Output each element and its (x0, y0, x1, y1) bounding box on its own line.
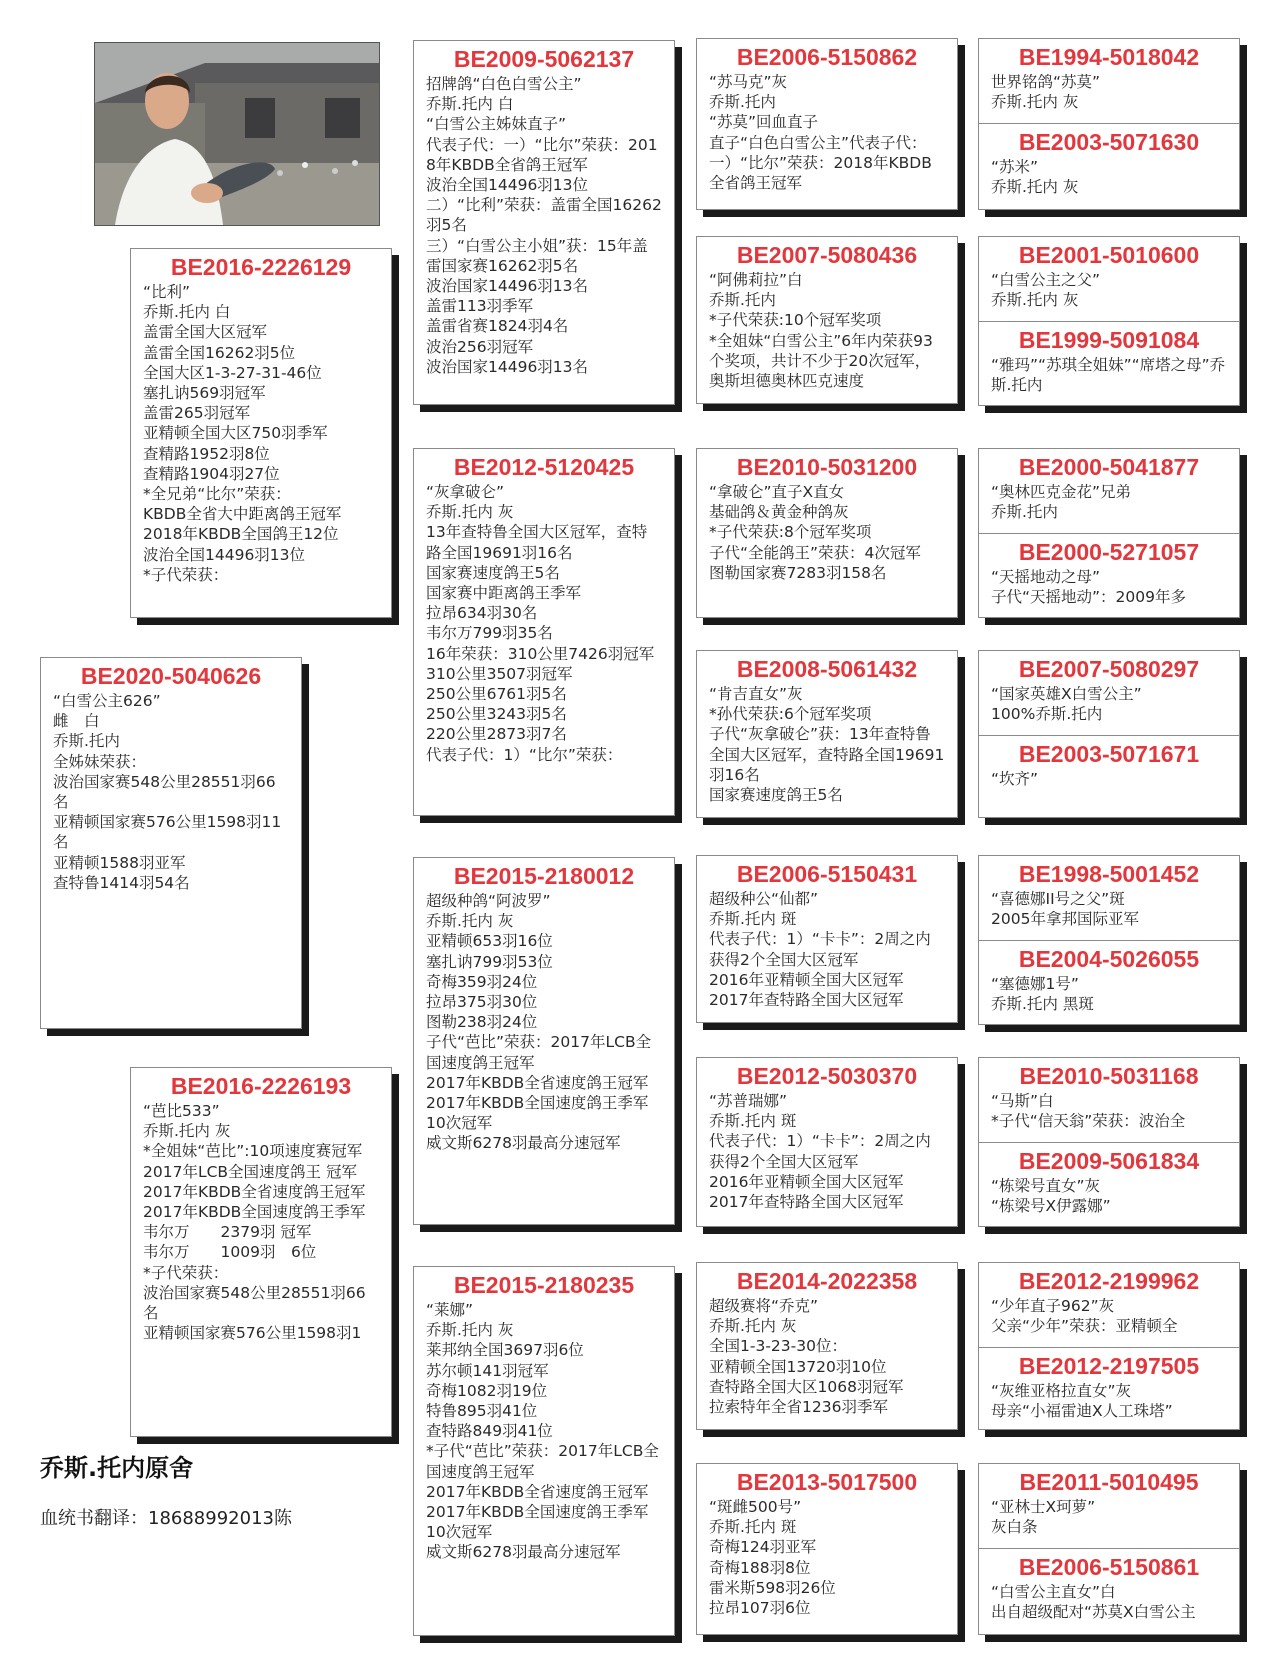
info-line: 波治全国14496羽13位 (143, 545, 306, 564)
info-line: “喜德娜II号之父”斑 (991, 890, 1125, 908)
info-line: 子代“灰拿破仑”获：13年查特鲁全国大区冠军，查特路全国19691羽16名 (709, 725, 945, 784)
great-grandparent-card (696, 855, 958, 1023)
ancestor-ring-number: BE2000-5271057 (1018, 539, 1200, 565)
great-grandparent-ring-number: BE2010-5031200 (736, 454, 918, 480)
info-line: 威文斯6278羽最高分速冠军 (426, 1543, 621, 1562)
ancestor-pair-card (978, 38, 1240, 210)
dam-ring-number: BE2016-2226193 (170, 1073, 352, 1099)
info-line: 子代“全能鸽王”荣获：4次冠军 (709, 543, 921, 562)
ancestor-pair-card (978, 1057, 1240, 1227)
info-line: 代表子代：一）“比尔”荣获：2018年KBDB全省鸽王冠军 (426, 135, 658, 174)
great-grandparent-ring-number: BE2012-5030370 (736, 1063, 918, 1089)
info-line: *孙代荣获:6个冠军奖项 (709, 705, 872, 724)
info-line: 波治全国14496羽13位 (426, 176, 589, 195)
info-line: 波治国家14496羽13名 (426, 357, 589, 376)
info-line: 代表子代：1）“卡卡”：2周之内获得2个全国大区冠军 (709, 930, 931, 969)
great-grandparent-ring-number: BE2014-2022358 (736, 1268, 918, 1294)
info-line: “马斯”白 (991, 1092, 1054, 1110)
info-line: “栋梁号直女”灰 (991, 1177, 1101, 1195)
info-line: *子代荣获： (143, 1263, 229, 1282)
great-grandparent-card (696, 38, 958, 210)
ancestor-section (979, 237, 1239, 321)
info-line: 威文斯6278羽最高分速冠军 (426, 1134, 621, 1153)
info-line: 奇梅1082羽19位 (426, 1381, 548, 1400)
ancestor-ring-number: BE2012-2199962 (1018, 1268, 1200, 1294)
ancestor-ring-number: BE1999-5091084 (1018, 327, 1200, 353)
info-line: 10次冠军 (426, 1523, 493, 1542)
ancestor-text (991, 1381, 1227, 1421)
info-line: 亚精顿国家赛576公里1598羽1 (143, 1324, 362, 1343)
info-line: 雌 白 (53, 712, 100, 731)
info-line: 2017年KBDB全国速度鸽王季军 (426, 1094, 649, 1113)
info-line: 13年查特鲁全国大区冠军，查特路全国19691羽16名 (426, 523, 648, 562)
grandparent-text (426, 1300, 662, 1563)
info-line: 乔斯.托内 灰 (991, 291, 1079, 310)
ancestor-ring-number: BE1998-5001452 (1018, 861, 1200, 887)
info-line: 2017年KBDB全省速度鸽王冠军 (426, 1073, 649, 1092)
info-line: 招牌鸽“白色白雪公主” (426, 75, 582, 93)
ancestor-section (979, 735, 1239, 793)
info-line: “芭比533” (143, 1102, 220, 1120)
info-line: 查精路1904羽27位 (143, 464, 280, 483)
info-line: 超级种鸽“阿波罗” (426, 892, 551, 910)
info-line: 超级种公“仙都” (709, 890, 819, 908)
info-line: 三）“白雪公主小姐”获：15年盖雷国家赛16262羽5名 (426, 236, 648, 275)
ancestor-pair-card (978, 236, 1240, 406)
info-line: “肯吉直女”灰 (709, 685, 803, 703)
info-line: “奥林匹克金花”兄弟 (991, 483, 1132, 501)
info-line: 图勒238羽24位 (426, 1013, 538, 1032)
ancestor-ring-number: BE2001-5010600 (1018, 242, 1200, 268)
grandparent-section (414, 1267, 674, 1567)
info-line: 韦尔万799羽35名 (426, 624, 553, 643)
info-line: 乔斯.托内 白 (143, 303, 231, 322)
great-grandparent-section (697, 1263, 957, 1421)
info-line: 2017年KBDB全国速度鸽王季军 (426, 1503, 649, 1522)
ancestor-text (991, 889, 1227, 929)
great-grandparent-section (697, 856, 957, 1014)
info-line: 乔斯.托内 灰 (143, 1122, 231, 1141)
info-line: 亚精顿1588羽亚军 (53, 853, 186, 872)
info-line: 乔斯.托内 黑斑 (991, 995, 1094, 1014)
ancestor-section (979, 940, 1239, 1018)
info-line: 波治国家赛548公里28551羽66名 (143, 1283, 366, 1323)
info-line: 乔斯.托内 (53, 732, 120, 751)
great-grandparent-ring-number: BE2013-5017500 (736, 1469, 918, 1495)
ancestor-ring-number: BE2011-5010495 (1019, 1469, 1199, 1495)
info-line: “白雪公主626” (53, 692, 161, 710)
info-line: 韦尔万 1009羽 6位 (143, 1243, 317, 1262)
info-line: “坎齐” (991, 770, 1039, 788)
ancestor-text (991, 567, 1227, 607)
info-line: “灰维亚格拉直女”灰 (991, 1382, 1132, 1400)
sire-ring-number: BE2016-2226129 (170, 254, 352, 280)
great-grandparent-text (709, 72, 945, 193)
info-line: 2017年查特路全国大区冠军 (709, 1193, 904, 1212)
grandparent-text (426, 482, 662, 765)
ancestor-section (979, 1058, 1239, 1142)
info-line: 世界铭鸽“苏莫” (991, 73, 1101, 91)
ancestor-ring-number: BE2009-5061834 (1018, 1148, 1200, 1174)
ancestor-section (979, 1347, 1239, 1425)
ancestor-section (979, 123, 1239, 201)
great-grandparent-text (709, 1091, 945, 1212)
ancestor-pair-card (978, 448, 1240, 618)
info-line: 子代“天摇地动”：2009年多 (991, 588, 1187, 607)
grandparent-card (413, 857, 675, 1225)
info-line: 2016年亚精顿全国大区冠军 (709, 1172, 904, 1191)
info-line: 310公里3507羽冠军 (426, 664, 573, 683)
info-line: 查特鲁1414羽54名 (53, 873, 190, 892)
dam-card (130, 1067, 392, 1437)
ancestor-ring-number: BE1994-5018042 (1018, 44, 1200, 70)
great-grandparent-ring-number: BE2007-5080436 (736, 242, 918, 268)
grandparent-card (413, 1266, 675, 1636)
ancestor-text (991, 1296, 1227, 1336)
info-line: 波治256羽冠军 (426, 337, 534, 356)
great-grandparent-text (709, 270, 945, 391)
info-line: 国家赛速度鸽王5名 (709, 786, 843, 805)
info-line: 亚精顿全国13720羽10位 (709, 1357, 887, 1376)
great-grandparent-section (697, 449, 957, 587)
info-line: 2018年KBDB全国鸽王12位 (143, 525, 339, 544)
grandparent-text (426, 74, 662, 377)
info-line: *子代“芭比”荣获：2017年LCB全国速度鸽王冠军 (426, 1442, 659, 1481)
ancestor-text (991, 769, 1227, 789)
great-grandparent-section (697, 237, 957, 395)
ancestor-text (991, 270, 1227, 310)
info-line: 全姊妹荣获： (53, 752, 147, 771)
info-line: 出自超级配对“苏莫X白雪公主 (991, 1603, 1196, 1622)
ancestor-ring-number: BE2003-5071671 (1018, 741, 1200, 767)
info-line: 查特路849羽41位 (426, 1422, 553, 1441)
info-line: 波治国家14496羽13名 (426, 277, 589, 296)
info-line: 盖雷全国大区冠军 (143, 323, 268, 342)
ancestor-pair-card (978, 855, 1240, 1025)
ancestor-pair-card (978, 650, 1240, 818)
info-line: 乔斯.托内 灰 (426, 1321, 514, 1340)
info-line: 奇梅359羽24位 (426, 972, 538, 991)
info-line: 全国大区1-3-27-31-46位 (143, 363, 322, 382)
great-grandparent-ring-number: BE2006-5150431 (736, 861, 918, 887)
ancestor-text (991, 684, 1227, 724)
info-line: 超级赛将“乔克” (709, 1297, 819, 1315)
info-line: 灰白条 (991, 1518, 1038, 1537)
info-line: 拉昂375羽30位 (426, 993, 538, 1012)
info-line: “苏米” (991, 158, 1039, 176)
great-grandparent-text (709, 889, 945, 1010)
info-line: 16年荣获：310公里7426羽冠军 (426, 644, 655, 663)
info-line: 父亲“少年”荣获：亚精顿全 (991, 1317, 1178, 1336)
info-line: 国家赛中距离鸽王季军 (426, 584, 582, 603)
info-line: *子代“信天翁”荣获：波治全 (991, 1112, 1186, 1131)
info-line: 乔斯.托内 白 (426, 95, 514, 114)
info-line: “白雪公主姊妹直子” (426, 115, 567, 134)
ancestor-pair-card (978, 1262, 1240, 1430)
info-line: 奇梅188羽8位 (709, 1558, 811, 1577)
info-line: 特鲁895羽41位 (426, 1402, 538, 1421)
grandparent-text (426, 891, 662, 1154)
great-grandparent-card (696, 236, 958, 404)
info-line: 图勒国家赛7283羽158名 (709, 563, 887, 582)
sire-text (143, 282, 379, 585)
ancestor-ring-number: BE2006-5150861 (1018, 1554, 1200, 1580)
ancestor-ring-number: BE2003-5071630 (1018, 129, 1200, 155)
info-line: “塞德娜1号” (991, 975, 1079, 993)
grandparent-card (413, 448, 675, 816)
ancestor-text (991, 1176, 1227, 1216)
info-line: 乔斯.托内 灰 (991, 93, 1079, 112)
info-line: KBDB全省大中距离鸽王冠军 (143, 505, 342, 524)
ancestor-section (979, 856, 1239, 940)
ancestor-section (979, 1142, 1239, 1220)
breeder-photo (94, 42, 380, 226)
info-line: 2017年KBDB全省速度鸽王冠军 (426, 1482, 649, 1501)
great-grandparent-card (696, 1262, 958, 1430)
info-line: “苏普瑞娜” (709, 1092, 788, 1110)
info-line: “莱娜” (426, 1301, 474, 1319)
info-line: “苏马克”灰 (709, 73, 788, 91)
ancestor-ring-number: BE2010-5031168 (1019, 1063, 1199, 1089)
info-line: “国家英雄X白雪公主” (991, 685, 1142, 703)
grandparent-ring-number: BE2015-2180012 (453, 863, 635, 889)
info-line: 2017年KBDB全省速度鸽王冠军 (143, 1182, 366, 1201)
info-line: 韦尔万 2379羽 冠军 (143, 1223, 312, 1242)
subject-text (53, 691, 289, 893)
info-line: 盖雷省赛1824羽4名 (426, 317, 569, 336)
info-line: 亚精顿全国大区750羽季军 (143, 424, 328, 443)
info-line: 2016年亚精顿全国大区冠军 (709, 970, 904, 989)
info-line: 2017年LCB全国速度鸽王 冠军 (143, 1162, 357, 1181)
info-line: 2005年拿邦国际亚军 (991, 910, 1139, 929)
ancestor-text (991, 1497, 1227, 1537)
info-line: 250公里3243羽5名 (426, 705, 567, 724)
info-line: “雅玛”“苏琪全姐妹”“席塔之母”乔斯.托内 (991, 356, 1226, 395)
ancestor-section (979, 1263, 1239, 1347)
info-line: 塞扎讷569羽冠军 (143, 384, 266, 403)
info-line: 代表子代：1）“卡卡”：2周之内获得2个全国大区冠军 (709, 1132, 931, 1171)
info-line: 10次冠军 (426, 1114, 493, 1133)
subject-ring-number: BE2020-5040626 (80, 663, 262, 689)
ancestor-text (991, 355, 1227, 395)
subject-section (41, 658, 301, 897)
ancestor-section (979, 651, 1239, 735)
info-line: 莱邦纳全国3697羽6位 (426, 1341, 584, 1360)
info-line: “白雪公主直女”白 (991, 1583, 1116, 1601)
info-line: *子代荣获： (143, 565, 229, 584)
info-line: 盖雷全国16262羽5位 (143, 343, 296, 362)
grandparent-section (414, 858, 674, 1158)
info-line: 拉昂107羽6位 (709, 1599, 811, 1618)
info-line: 亚精顿653羽16位 (426, 932, 553, 951)
grandparent-ring-number: BE2015-2180235 (453, 1272, 635, 1298)
info-line: 220公里2873羽7名 (426, 725, 567, 744)
info-line: 基础鸽＆黄金种鸽灰 (709, 503, 849, 522)
ancestor-ring-number: BE2004-5026055 (1018, 946, 1200, 972)
ancestor-section (979, 1464, 1239, 1548)
info-line: “苏莫”回血直子 (709, 113, 819, 132)
translator-contact: 血统书翻译：18688992013陈 (40, 1508, 292, 1529)
info-line: *全姐妹“芭比”:10项速度赛冠军 (143, 1142, 363, 1161)
dam-section (131, 1068, 391, 1347)
great-grandparent-text (709, 482, 945, 583)
info-line: “白雪公主之父” (991, 271, 1101, 289)
ancestor-ring-number: BE2012-2197505 (1018, 1353, 1200, 1379)
sire-card (130, 248, 392, 618)
great-grandparent-card (696, 650, 958, 818)
great-grandparent-section (697, 651, 957, 809)
info-line: 波治国家赛548公里28551羽66名 (53, 772, 276, 812)
ancestor-text (991, 1582, 1227, 1622)
great-grandparent-card (696, 448, 958, 618)
subject-card (40, 657, 302, 1029)
great-grandparent-ring-number: BE2008-5061432 (736, 656, 918, 682)
great-grandparent-ring-number: BE2006-5150862 (736, 44, 918, 70)
great-grandparent-card (696, 1463, 958, 1635)
info-line: 乔斯.托内 (709, 291, 776, 310)
ancestor-section (979, 533, 1239, 611)
great-grandparent-text (709, 684, 945, 805)
info-line: 乔斯.托内 斑 (709, 1112, 797, 1131)
info-line: “比利” (143, 283, 191, 301)
info-line: 乔斯.托内 斑 (709, 1518, 797, 1537)
ancestor-pair-card (978, 1463, 1240, 1635)
ancestor-section (979, 1548, 1239, 1626)
info-line: 代表子代：1）“比尔”荣获： (426, 745, 623, 764)
great-grandparent-text (709, 1296, 945, 1417)
info-line: 2017年查特路全国大区冠军 (709, 991, 904, 1010)
great-grandparent-section (697, 1058, 957, 1216)
info-line: 拉昂634羽30名 (426, 604, 538, 623)
info-line: 直子“白色白雪公主”代表子代：一）“比尔”荣获：2018年KBDB全省鸽王冠军 (709, 133, 932, 193)
info-line: 乔斯.托内 斑 (709, 910, 797, 929)
ancestor-text (991, 482, 1227, 522)
info-line: 乔斯.托内 (709, 93, 776, 112)
info-line: 亚精顿国家赛576公里1598羽11名 (53, 813, 282, 852)
ancestor-text (991, 974, 1227, 1014)
info-line: “阿佛莉拉”白 (709, 271, 803, 289)
grandparent-card (413, 40, 675, 405)
info-line: 奇梅124羽亚军 (709, 1538, 817, 1557)
info-line: “栋梁号X伊露娜” (991, 1197, 1111, 1216)
ancestor-text (991, 1091, 1227, 1131)
info-line: 塞扎讷799羽53位 (426, 952, 553, 971)
info-line: “斑雌500号” (709, 1498, 802, 1516)
info-line: 乔斯.托内 灰 (426, 912, 514, 931)
info-line: 盖雷265羽冠军 (143, 404, 251, 423)
info-line: *全兄弟“比尔”荣获： (143, 485, 291, 504)
info-line: 乔斯.托内 (991, 503, 1058, 522)
info-line: 查精路1952羽8位 (143, 444, 270, 463)
info-line: 雷米斯598羽26位 (709, 1578, 836, 1597)
ancestor-section (979, 321, 1239, 399)
ancestor-text (991, 72, 1227, 112)
info-line: 拉索特年全省1236羽季军 (709, 1398, 888, 1417)
info-line: 2017年KBDB全国速度鸽王季军 (143, 1203, 366, 1222)
ancestor-section (979, 39, 1239, 123)
great-grandparent-section (697, 1464, 957, 1622)
info-line: 250公里6761羽5名 (426, 685, 567, 704)
grandparent-ring-number: BE2009-5062137 (453, 46, 635, 72)
info-line: 乔斯.托内 灰 (991, 178, 1079, 197)
info-line: 母亲“小福雷迪X人工珠塔” (991, 1402, 1173, 1421)
grandparent-ring-number: BE2012-5120425 (453, 454, 635, 480)
info-line: 国家赛速度鸽王5名 (426, 563, 560, 582)
info-line: *全姐妹“白雪公主”6年内荣获93个奖项，共计不少于20次冠军，奥斯坦德奥林匹克速度 (709, 331, 933, 391)
info-line: 100%乔斯.托内 (991, 705, 1103, 724)
info-line: 乔斯.托内 灰 (709, 1317, 797, 1336)
ancestor-ring-number: BE2000-5041877 (1018, 454, 1200, 480)
great-grandparent-card (696, 1057, 958, 1227)
info-line: 盖雷113羽季军 (426, 297, 534, 316)
info-line: “亚林士X珂萝” (991, 1498, 1096, 1516)
breeder-photo-illustration (95, 43, 379, 225)
info-line: 二）“比利”荣获：盖雷全国16262羽5名 (426, 196, 662, 235)
great-grandparent-section (697, 39, 957, 197)
grandparent-section (414, 41, 674, 381)
info-line: “天摇地动之母” (991, 568, 1101, 586)
great-grandparent-text (709, 1497, 945, 1618)
grandparent-section (414, 449, 674, 769)
dam-text (143, 1101, 379, 1343)
info-line: “拿破仑”直子X直女 (709, 483, 845, 501)
info-line: 全国1-3-23-30位： (709, 1337, 847, 1356)
sire-section (131, 249, 391, 589)
info-line: *子代荣获:8个冠军奖项 (709, 523, 872, 542)
ancestor-section (979, 449, 1239, 533)
info-line: 子代“芭比”荣获：2017年LCB全国速度鸽王冠军 (426, 1033, 652, 1072)
info-line: “少年直子962”灰 (991, 1297, 1115, 1315)
loft-title: 乔斯.托内原舍 (40, 1454, 194, 1482)
info-line: 苏尔顿141羽冠军 (426, 1361, 549, 1380)
ancestor-text (991, 157, 1227, 197)
info-line: “灰拿破仑” (426, 483, 505, 501)
info-line: 查特路全国大区1068羽冠军 (709, 1377, 904, 1396)
info-line: *子代荣获:10个冠军奖项 (709, 311, 882, 330)
info-line: 乔斯.托内 灰 (426, 503, 514, 522)
ancestor-ring-number: BE2007-5080297 (1018, 656, 1200, 682)
